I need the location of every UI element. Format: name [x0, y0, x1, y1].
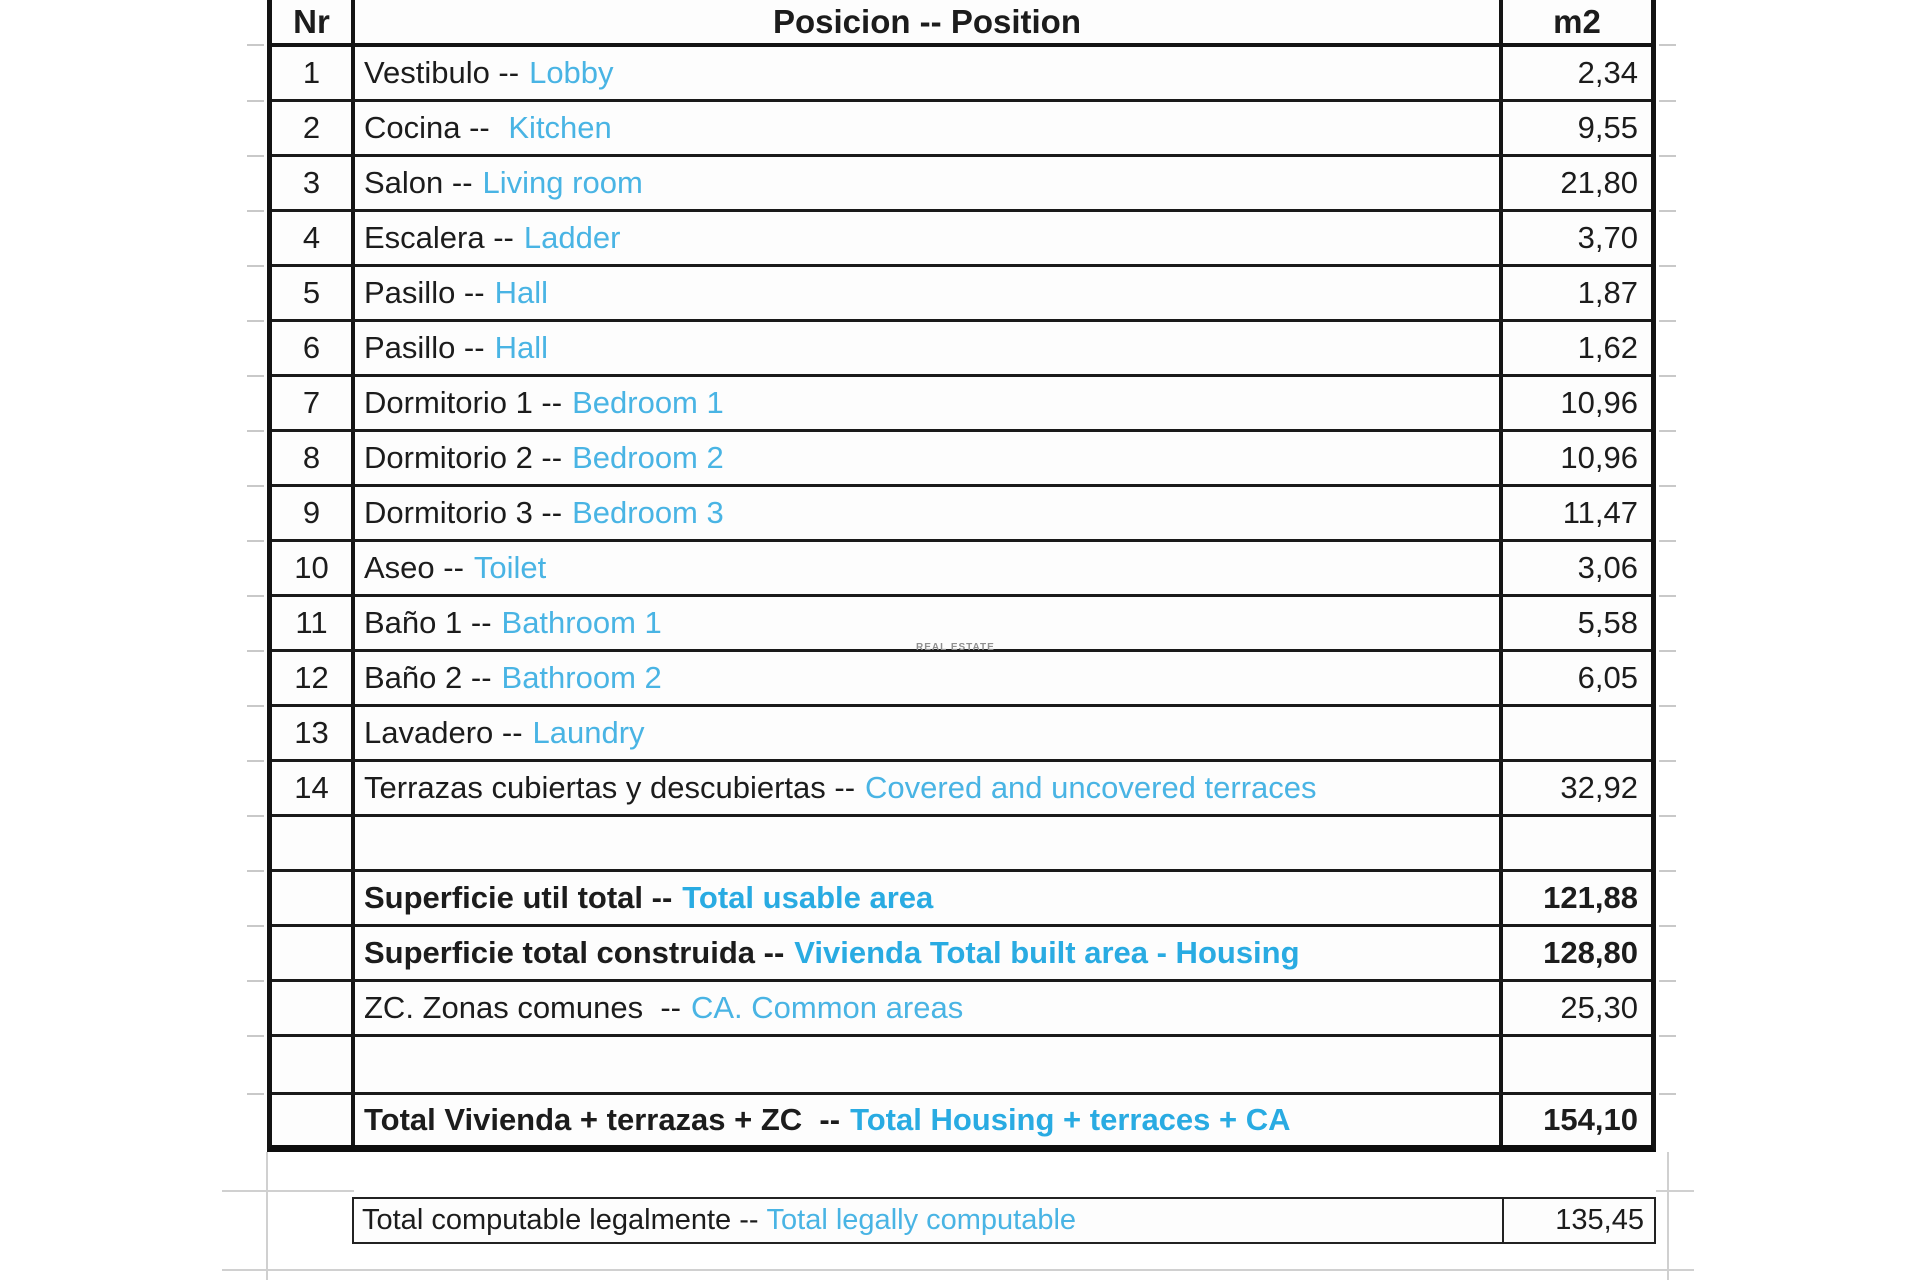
area-value-cell: 128,80 [1543, 935, 1638, 970]
area-value-cell: 3,06 [1577, 550, 1638, 585]
area-value-cell: 21,80 [1560, 165, 1638, 200]
position-english-label: Bedroom 2 [572, 440, 724, 475]
area-value-cell: 3,70 [1577, 220, 1638, 255]
position-english-label: Total usable area [682, 880, 934, 915]
position-cell [355, 982, 1503, 1034]
row-number-cell [272, 1037, 355, 1092]
position-cell [355, 102, 1503, 154]
row-number-cell: 1 [272, 47, 355, 99]
position-english-label: Living room [482, 165, 643, 200]
position-spanish-label: Salon -- [364, 165, 473, 200]
position-cell [355, 1037, 1503, 1092]
area-value-cell: 11,47 [1562, 495, 1638, 530]
table-row [272, 762, 1651, 817]
area-value-cell [1503, 707, 1651, 759]
position-cell [355, 762, 1503, 814]
row-number-cell [272, 817, 355, 869]
table-row [272, 817, 1651, 872]
table-row [272, 487, 1651, 542]
table-row [272, 212, 1651, 267]
position-spanish-label: Superficie total construida -- [364, 935, 785, 970]
row-number-cell: 12 [272, 652, 355, 704]
position-english-label: Bathroom 2 [501, 660, 662, 695]
position-english-label: Bathroom 1 [501, 605, 662, 640]
position-cell [355, 927, 1503, 979]
area-value-cell: 9,55 [1577, 110, 1638, 145]
position-cell [355, 707, 1503, 759]
table-row [272, 322, 1651, 377]
position-english-label: Laundry [532, 715, 645, 750]
header-m2: m2 [1553, 2, 1601, 40]
footer-english-label: Total legally computable [766, 1204, 1077, 1236]
position-english-label: Lobby [529, 55, 614, 90]
position-spanish-label: Vestibulo -- [364, 55, 520, 90]
row-number-cell: 13 [272, 707, 355, 759]
position-english-label: Covered and uncovered terraces [865, 770, 1317, 805]
area-value-cell: 10,96 [1560, 385, 1638, 420]
position-spanish-label: Cocina -- [364, 110, 499, 145]
position-spanish-label: Dormitorio 2 -- [364, 440, 563, 475]
area-value-cell: 5,58 [1577, 605, 1638, 640]
position-cell [355, 322, 1503, 374]
table-row [272, 707, 1651, 762]
position-english-label: Hall [494, 330, 548, 365]
table-row [272, 927, 1651, 982]
position-spanish-label: Aseo -- [364, 550, 464, 585]
area-value-cell: 25,30 [1560, 990, 1638, 1025]
row-number-cell: 5 [272, 267, 355, 319]
position-english-label: Vivienda Total built area - Housing [794, 935, 1300, 970]
row-number-cell: 11 [272, 597, 355, 649]
area-value-cell: 6,05 [1577, 660, 1638, 695]
position-cell [355, 47, 1503, 99]
position-english-label: CA. Common areas [690, 990, 964, 1025]
table-row [272, 542, 1651, 597]
footer-area-value: 135,45 [1502, 1199, 1654, 1242]
position-spanish-label: Dormitorio 1 -- [364, 385, 563, 420]
position-cell [355, 432, 1503, 484]
table-summary [272, 872, 1651, 1145]
table-header-row [272, 0, 1651, 47]
table-row [272, 432, 1651, 487]
gridline [222, 1269, 1694, 1271]
header-nr: Nr [272, 0, 355, 43]
table-row [272, 872, 1651, 927]
row-number-cell: 6 [272, 322, 355, 374]
gridline [1667, 1152, 1669, 1280]
position-cell [355, 872, 1503, 924]
footer-spanish-label: Total computable legalmente -- [362, 1204, 759, 1236]
table-row [272, 102, 1651, 157]
watermark-text: REAL ESTATE [916, 642, 995, 653]
row-number-cell: 4 [272, 212, 355, 264]
position-cell [355, 267, 1503, 319]
position-spanish-label: ZC. Zonas comunes -- [364, 990, 681, 1025]
row-number-cell [272, 927, 355, 979]
row-number-cell: 3 [272, 157, 355, 209]
position-spanish-label: Pasillo -- [364, 275, 485, 310]
row-number-cell: 7 [272, 377, 355, 429]
row-number-cell: 2 [272, 102, 355, 154]
position-english-label: Bedroom 1 [572, 385, 724, 420]
table-row [272, 652, 1651, 707]
position-cell [355, 817, 1503, 869]
area-value-cell: 32,92 [1560, 770, 1638, 805]
gridline [1656, 1190, 1694, 1192]
position-cell [355, 542, 1503, 594]
row-number-cell: 10 [272, 542, 355, 594]
position-cell [355, 1095, 1503, 1145]
table-row [272, 47, 1651, 102]
position-spanish-label: Superficie util total -- [364, 880, 673, 915]
area-value-cell: 10,96 [1560, 440, 1638, 475]
position-spanish-label: Terrazas cubiertas y descubiertas -- [364, 770, 856, 805]
position-spanish-label: Total Vivienda + terrazas + ZC -- [364, 1102, 841, 1137]
row-number-cell [272, 872, 355, 924]
row-number-cell [272, 1095, 355, 1145]
position-spanish-label: Baño 2 -- [364, 660, 492, 695]
position-english-label: Total Housing + terraces + CA [850, 1102, 1291, 1137]
area-value-cell: 2,34 [1577, 55, 1638, 90]
position-cell [355, 212, 1503, 264]
gridline [266, 1152, 268, 1280]
position-english-label: Hall [494, 275, 548, 310]
table-row [272, 1037, 1651, 1095]
position-spanish-label: Escalera -- [364, 220, 514, 255]
position-cell [355, 652, 1503, 704]
position-spanish-label: Lavadero -- [364, 715, 523, 750]
position-spanish-label: Pasillo -- [364, 330, 485, 365]
table-row [272, 157, 1651, 212]
table-row [272, 377, 1651, 432]
position-cell [355, 487, 1503, 539]
legally-computable-row [352, 1197, 1656, 1244]
row-number-cell: 9 [272, 487, 355, 539]
table-body [272, 47, 1651, 872]
area-value-cell: 154,10 [1543, 1102, 1638, 1137]
position-english-label: Bedroom 3 [572, 495, 724, 530]
area-table [267, 0, 1656, 1152]
position-english-label: Toilet [473, 550, 547, 585]
row-number-cell [272, 982, 355, 1034]
area-value-cell [1503, 1037, 1651, 1092]
area-value-cell: 121,88 [1543, 880, 1638, 915]
position-spanish-label: Dormitorio 3 -- [364, 495, 563, 530]
area-value-cell: 1,87 [1577, 275, 1638, 310]
area-value-cell: 1,62 [1577, 330, 1638, 365]
row-number-cell: 14 [272, 762, 355, 814]
table-row [272, 1095, 1651, 1145]
table-row [272, 267, 1651, 322]
row-number-cell: 8 [272, 432, 355, 484]
footer-label-cell [354, 1199, 1502, 1242]
position-english-label: Ladder [523, 220, 621, 255]
area-value-cell [1503, 817, 1651, 869]
position-spanish-label: Baño 1 -- [364, 605, 492, 640]
header-position: Posicion -- Position [355, 0, 1503, 43]
position-cell [355, 377, 1503, 429]
position-english-label: Kitchen [508, 110, 612, 145]
gridline [222, 1190, 354, 1192]
table-row [272, 982, 1651, 1037]
position-cell [355, 157, 1503, 209]
